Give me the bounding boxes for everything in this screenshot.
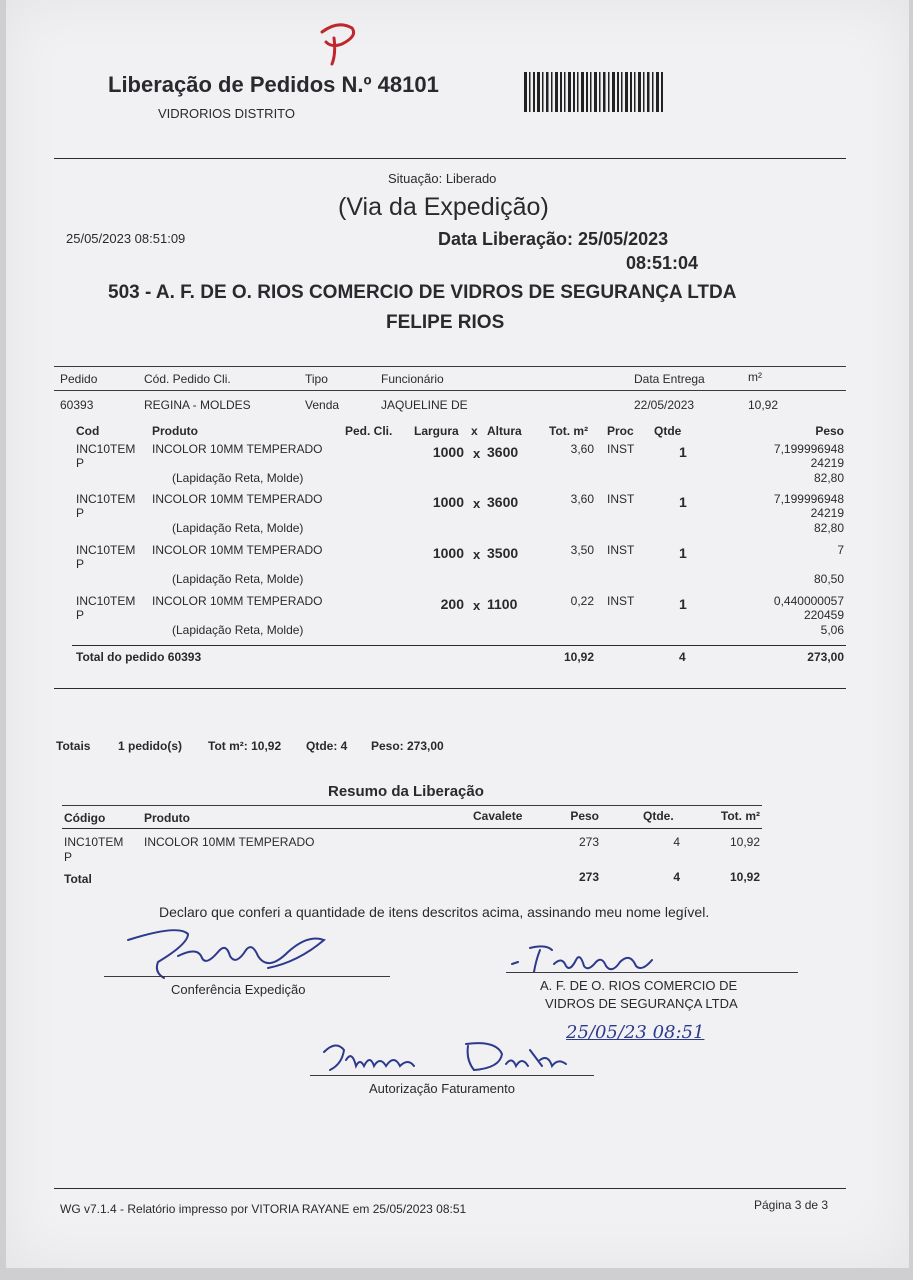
signature-line (104, 976, 390, 977)
client-sign-line2: VIDROS DE SEGURANÇA LTDA (545, 996, 738, 1011)
item-proc: INST (607, 492, 635, 506)
col-cod-pedido-cli: Cód. Pedido Cli. (144, 372, 231, 386)
item-cod-2: P (76, 557, 85, 571)
handwritten-red-mark (308, 18, 368, 68)
release-date: Data Liberação: 25/05/2023 (438, 229, 669, 249)
totals-pedidos: 1 pedido(s) (118, 739, 183, 753)
signature-conferencia (118, 922, 338, 982)
client-contact: FELIPE RIOS (386, 312, 505, 333)
item-cod: INC10TEM (76, 543, 136, 557)
items-col-tot-m2: Tot. m² (549, 424, 589, 438)
item-qtde: 1 (679, 545, 687, 561)
order-total-m2: 10,92 (563, 650, 594, 664)
footer-page-number: Página 3 de 3 (754, 1198, 829, 1212)
item-peso-3: 82,80 (813, 471, 844, 485)
company-name: VIDRORIOS DISTRITO (158, 106, 295, 121)
item-largura: 200 (440, 596, 464, 612)
item-peso-2: 220459 (803, 608, 844, 622)
summary-col-qtde: Qtde. (643, 809, 674, 823)
divider (62, 828, 762, 829)
item-qtde: 1 (679, 596, 687, 612)
status-text: Situação: Liberado (388, 171, 497, 186)
signature-line (506, 972, 798, 973)
document-page (6, 0, 909, 1268)
totals-qtde: Qtde: 4 (306, 739, 348, 753)
item-detail: (Lapidação Reta, Molde) (172, 623, 304, 637)
barcode (524, 72, 666, 112)
summary-total-qtde: 4 (673, 870, 680, 884)
item-x: x (473, 446, 481, 461)
totals-tot-m2: Tot m²: 10,92 (208, 739, 282, 753)
item-proc: INST (607, 543, 635, 557)
order-total-label: Total do pedido 60393 (76, 650, 202, 664)
order-pedido: 60393 (60, 398, 94, 412)
item-x: x (473, 496, 481, 511)
item-altura: 3600 (487, 494, 519, 510)
item-tot-m2: 3,60 (570, 492, 594, 506)
order-total-peso: 273,00 (807, 650, 844, 664)
summary-col-codigo: Código (64, 811, 106, 825)
summary-col-produto: Produto (144, 811, 190, 825)
item-peso-3: 80,50 (813, 572, 844, 586)
item-altura: 3600 (487, 444, 519, 460)
item-cod: INC10TEM (76, 442, 136, 456)
item-detail: (Lapidação Reta, Molde) (172, 521, 304, 535)
items-col-altura: Altura (487, 424, 522, 438)
item-cod: INC10TEM (76, 492, 136, 506)
client-sign-line1: A. F. DE O. RIOS COMERCIO DE (540, 978, 738, 993)
col-funcionario: Funcionário (381, 372, 444, 386)
order-data-entrega: 22/05/2023 (634, 398, 695, 412)
item-peso-3: 82,80 (813, 521, 844, 535)
item-peso-1: 0,440000057 (773, 594, 844, 608)
summary-codigo-2: P (64, 850, 73, 864)
divider (72, 645, 846, 646)
summary-total-peso: 273 (578, 870, 599, 884)
order-m2: 10,92 (748, 398, 779, 412)
items-col-qtde: Qtde (654, 424, 682, 438)
totals-peso: Peso: 273,00 (371, 739, 444, 753)
item-qtde: 1 (679, 494, 687, 510)
footer-report-info: WG v7.1.4 - Relatório impresso por VITORIA RAYANE em 25/05/2023 08:51 (60, 1202, 467, 1216)
item-peso-2: 24219 (810, 506, 844, 520)
items-col-proc: Proc (607, 424, 634, 438)
document-title: Liberação de Pedidos N.º 48101 (108, 72, 439, 97)
summary-col-tot-m2: Tot. m² (720, 809, 760, 823)
col-tipo: Tipo (305, 372, 328, 386)
item-qtde: 1 (679, 444, 687, 460)
item-x: x (473, 598, 481, 613)
order-total-qtde: 4 (679, 650, 686, 664)
release-time: 08:51:04 (626, 253, 699, 273)
divider (54, 366, 846, 367)
order-funcionario: JAQUELINE DE (381, 398, 468, 412)
item-proc: INST (607, 442, 635, 456)
order-tipo: Venda (305, 398, 340, 412)
autorizacao-label: Autorização Faturamento (369, 1081, 515, 1096)
summary-col-peso: Peso (570, 809, 599, 823)
item-x: x (473, 547, 481, 562)
summary-peso: 273 (578, 835, 599, 849)
item-detail: (Lapidação Reta, Molde) (172, 572, 304, 586)
client-name: 503 - A. F. DE O. RIOS COMERCIO DE VIDROS DE SEGURANÇA LTDA (108, 282, 737, 303)
declaration-text: Declaro que conferi a quantidade de itens descritos acima, assinando meu nome legível. (159, 904, 710, 920)
divider (54, 390, 846, 391)
item-peso-1: 7,199996948 (773, 442, 844, 456)
item-altura: 1100 (487, 596, 518, 612)
item-largura: 1000 (432, 444, 464, 460)
order-cod-cli: REGINA - MOLDES (144, 398, 251, 412)
items-col-x: x (471, 424, 478, 438)
summary-col-cavalete: Cavalete (473, 809, 523, 823)
col-data-entrega: Data Entrega (634, 372, 705, 386)
item-produto: INCOLOR 10MM TEMPERADO (152, 594, 323, 608)
item-cod-2: P (76, 608, 85, 622)
item-produto: INCOLOR 10MM TEMPERADO (152, 492, 323, 506)
item-peso-1: 7,199996948 (773, 492, 844, 506)
summary-title: Resumo da Liberação (328, 783, 484, 800)
items-col-cod: Cod (76, 424, 100, 438)
handwritten-date: 25/05/23 08:51 (566, 1022, 705, 1043)
divider (62, 805, 762, 806)
summary-total-label: Total (64, 872, 92, 886)
items-col-ped-cli: Ped. Cli. (345, 424, 393, 438)
divider (54, 158, 846, 159)
item-tot-m2: 3,50 (570, 543, 594, 557)
items-col-produto: Produto (152, 424, 198, 438)
item-produto: INCOLOR 10MM TEMPERADO (152, 442, 323, 456)
item-tot-m2: 3,60 (570, 442, 594, 456)
summary-qtde: 4 (673, 835, 680, 849)
item-peso-1: 7 (837, 543, 844, 557)
summary-tot-m2: 10,92 (729, 835, 760, 849)
item-cod-2: P (76, 456, 85, 470)
items-col-largura: Largura (414, 424, 459, 438)
item-detail: (Lapidação Reta, Molde) (172, 471, 304, 485)
item-proc: INST (607, 594, 635, 608)
item-largura: 1000 (432, 494, 464, 510)
summary-produto: INCOLOR 10MM TEMPERADO (144, 835, 315, 849)
item-peso-3: 5,06 (820, 623, 844, 637)
divider (54, 1188, 846, 1189)
signature-line (310, 1075, 594, 1076)
item-largura: 1000 (432, 545, 464, 561)
item-altura: 3500 (487, 545, 519, 561)
col-m2: m² (748, 370, 762, 384)
summary-total-tot-m2: 10,92 (729, 870, 760, 884)
totals-label: Totais (56, 739, 91, 753)
item-cod: INC10TEM (76, 594, 136, 608)
item-produto: INCOLOR 10MM TEMPERADO (152, 543, 323, 557)
item-peso-2: 24219 (810, 456, 844, 470)
item-cod-2: P (76, 506, 85, 520)
via-title: (Via da Expedição) (338, 193, 549, 221)
conferencia-label: Conferência Expedição (171, 982, 306, 997)
items-col-peso: Peso (815, 424, 844, 438)
col-pedido: Pedido (60, 372, 98, 386)
summary-codigo: INC10TEM (64, 835, 124, 849)
item-tot-m2: 0,22 (570, 594, 594, 608)
printed-datetime: 25/05/2023 08:51:09 (66, 231, 186, 246)
divider (54, 688, 846, 689)
